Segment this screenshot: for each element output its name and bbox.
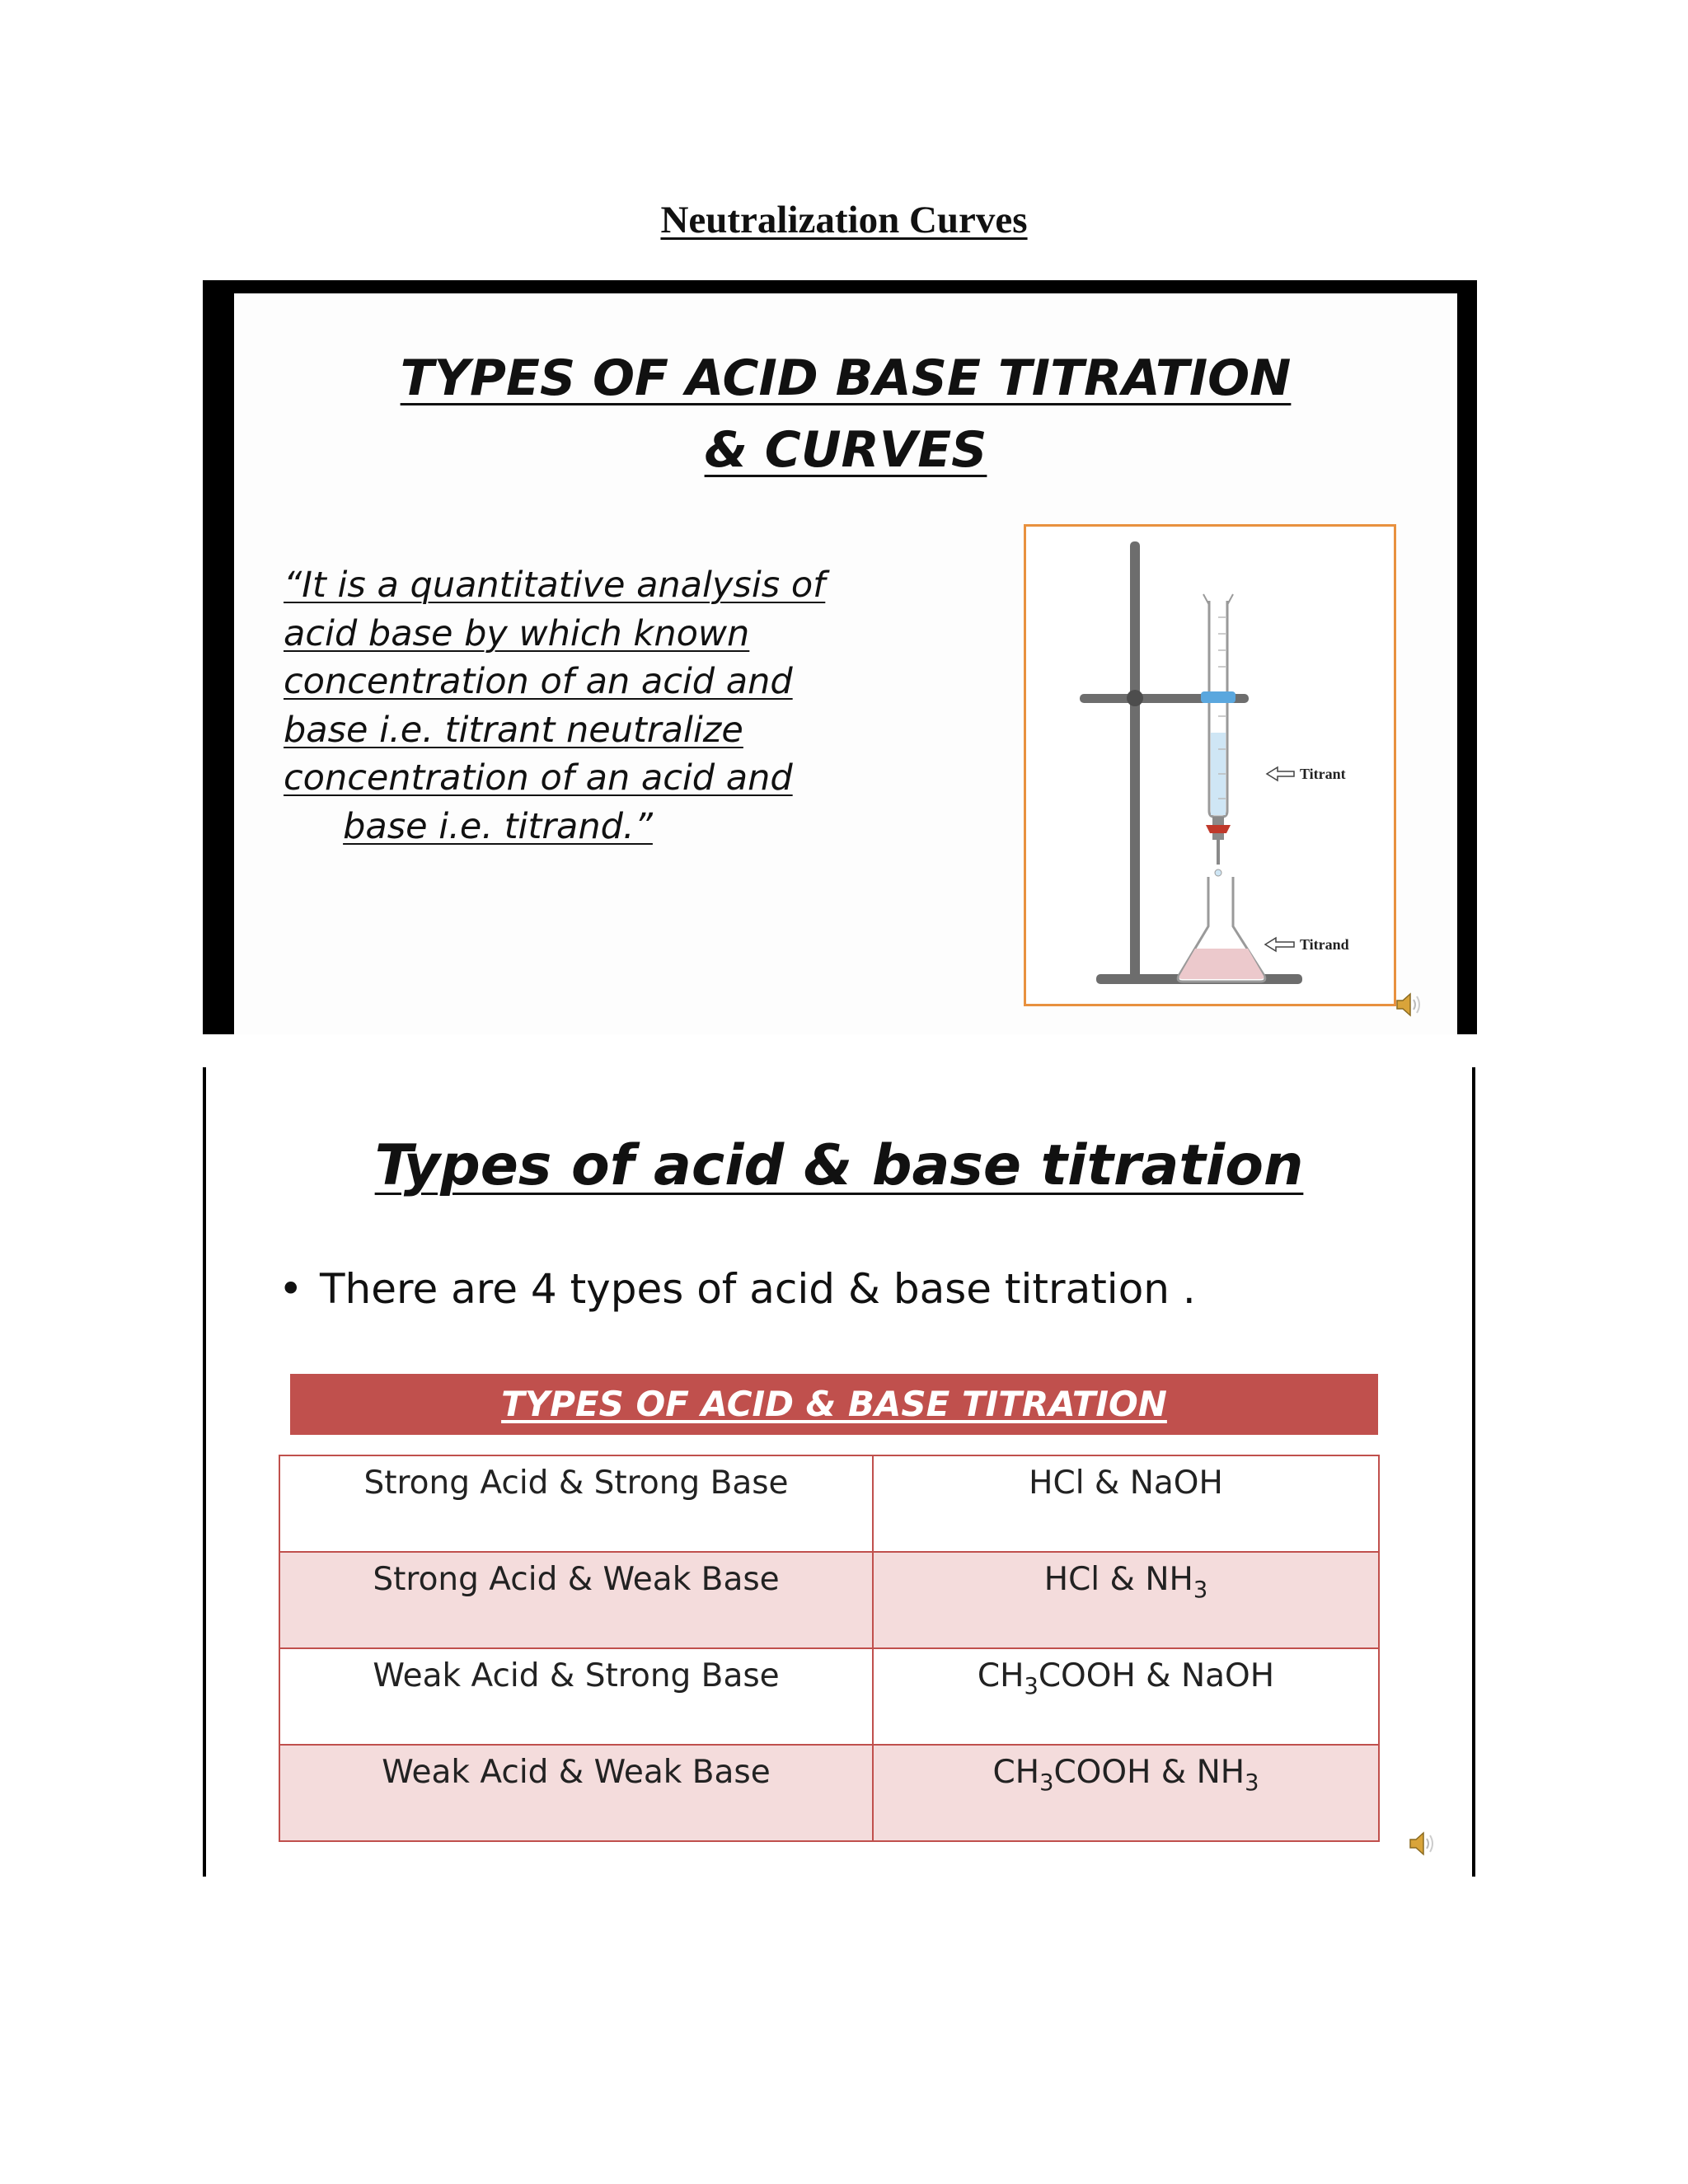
burette-lip: [1203, 594, 1233, 605]
slide-title-line-2: & CURVES: [704, 421, 987, 479]
document-title: Neutralization Curves: [660, 199, 1028, 241]
titrant-arrow-icon: [1267, 767, 1294, 780]
speaker-icon[interactable]: [1395, 991, 1424, 1019]
table-row: [279, 1455, 1379, 1552]
table-row: [279, 1648, 1379, 1745]
speaker-icon[interactable]: [1408, 1830, 1437, 1858]
titration-apparatus-figure: [1024, 524, 1396, 1006]
titration-apparatus-drawing: [1026, 527, 1394, 1004]
table-row: [279, 1552, 1379, 1648]
quote-line: base i.e. titrant neutralize: [284, 709, 743, 751]
slide-content: [234, 293, 1457, 1034]
titrand-arrow-icon: [1265, 938, 1294, 951]
slide-title-line-1: TYPES OF ACID BASE TITRATION: [400, 349, 1292, 407]
table-row: [279, 1745, 1379, 1841]
cell-example: $CH_3COOH$ & $NH_3$: [873, 1745, 1379, 1841]
table-header: TYPES OF ACID & BASE TITRATION: [290, 1374, 1378, 1435]
definition-quote: [284, 561, 826, 851]
bullet-text: There are 4 types of acid & base titration .: [320, 1265, 1196, 1313]
stopcock-valve: [1206, 825, 1231, 833]
cell-example: $CH_3COOH$ & NaOH: [873, 1648, 1379, 1745]
slide-titration-types: [203, 1067, 1475, 1877]
cell-example: HCl & $NH_3$: [873, 1552, 1379, 1648]
bullet-icon: •: [279, 1265, 303, 1313]
stand-rod: [1130, 541, 1140, 978]
cell-type: Weak Acid & Strong Base: [279, 1648, 873, 1745]
titration-types-table: [279, 1455, 1380, 1842]
burette-clamp: [1201, 691, 1236, 703]
burette-tip: [1217, 840, 1220, 865]
titrant-drop: [1215, 869, 1221, 876]
quote-line: concentration of an acid and: [284, 757, 793, 799]
cell-type: Weak Acid & Weak Base: [279, 1745, 873, 1841]
bullet-item: [279, 1265, 1196, 1313]
quote-line: concentration of an acid and: [284, 661, 793, 702]
slide-title: Types of acid & base titration: [374, 1133, 1304, 1198]
cell-example: HCl & NaOH: [873, 1455, 1379, 1552]
quote-line: “It is a quantitative analysis of: [284, 565, 826, 606]
cell-type: Strong Acid & Strong Base: [279, 1455, 873, 1552]
label-titrand: Titrand: [1300, 936, 1349, 953]
quote-line: base i.e. titrand.”: [343, 805, 653, 847]
clamp-knob: [1127, 690, 1143, 706]
cell-type: Strong Acid & Weak Base: [279, 1552, 873, 1648]
label-titrant: Titrant: [1300, 766, 1346, 782]
slide-titration-definition: [203, 280, 1477, 1034]
quote-line: acid base by which known: [284, 612, 750, 654]
